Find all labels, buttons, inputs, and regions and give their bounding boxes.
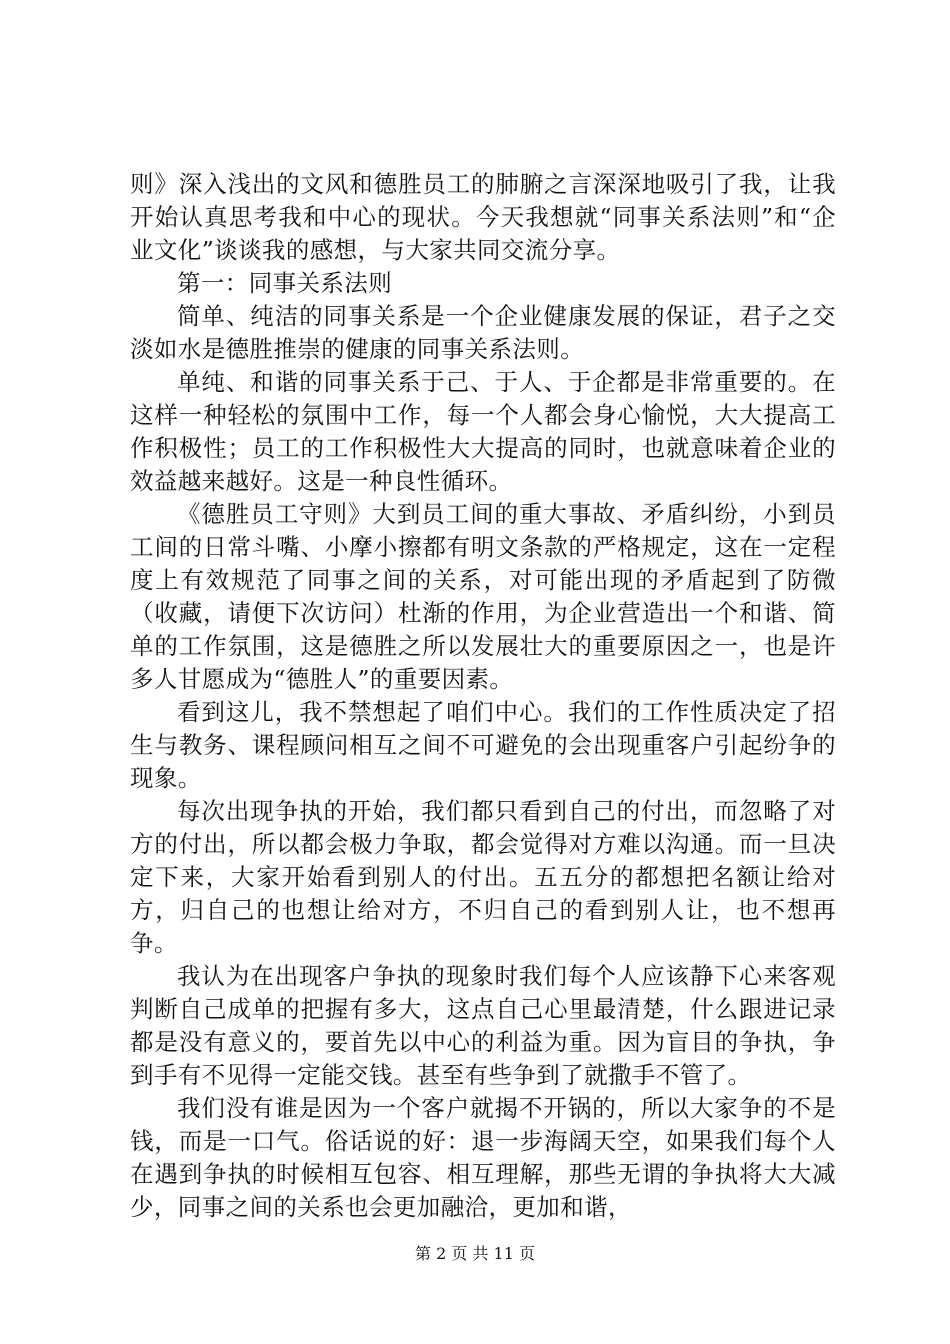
section-heading: 第一：同事关系法则 [177,269,393,297]
paragraph: 我认为在出现客户争执的现象时我们每个人应该静下心来客观判断自己成单的把握有多大，这点自己心里最清楚，什么跟进记录都是没有意义的，要首先以中心的利益为重。因为盲目的争执，争到手有不见得一定能交钱。甚至有些争到了就撒手不管了。 [130,962,836,1089]
paragraph: 看到这儿，我不禁想起了咱们中心。我们的工作性质决定了招生与教务、课程顾问相互之间不可避免的会出现重客户引起纷争的现象。 [130,698,836,792]
paragraph: 我们没有谁是因为一个客户就揭不开锅的，所以大家争的不是钱，而是一口气。俗话说的好：退一步海阔天空，如果我们每个人在遇到争执的时候相互包容、相互理解，那些无谓的争执将大大减少，同事之间的关系也会更加融洽，更加和谐， [130,1094,836,1221]
page-number-footer: 第 2 页 共 11 页 [415,1244,535,1263]
paragraph: 简单、纯洁的同事关系是一个企业健康发展的保证，君子之交淡如水是德胜推崇的健康的同事关系法则。 [130,302,836,363]
paragraph: 《德胜员工守则》大到员工间的重大事故、矛盾纠纷，小到员工间的日常斗嘴、小摩小擦都有明文条款的严格规定，这在一定程度上有效规范了同事之间的关系，对可能出现的矛盾起到了防微（收藏，请便下次访问）杜渐的作用，为企业营造出一个和谐、简单的工作氛围，这是德胜之所以发展壮大的重要原因之一，也是许多人甘愿成为“德胜人”的重要因素。 [130,500,836,693]
paragraph: 每次出现争执的开始，我们都只看到自己的付出，而忽略了对方的付出，所以都会极力争取，都会觉得对方难以沟通。而一旦决定下来，大家开始看到别人的付出。五五分的都想把名额让给对方，归自己的也想让给对方，不归自己的看到别人让，也不想再争。 [130,797,836,957]
document-body [130,168,836,1224]
paragraph: 则》深入浅出的文风和德胜员工的肺腑之言深深地吸引了我，让我开始认真思考我和中心的现状。今天我想就“同事关系法则”和“企业文化”谈谈我的感想，与大家共同交流分享。 [130,170,836,264]
paragraph: 单纯、和谐的同事关系于己、于人、于企都是非常重要的。在这样一种轻松的氛围中工作，每一个人都会身心愉悦，大大提高工作积极性；员工的工作积极性大大提高的同时，也就意味着企业的效益越来越好。这是一种良性循环。 [130,368,836,495]
